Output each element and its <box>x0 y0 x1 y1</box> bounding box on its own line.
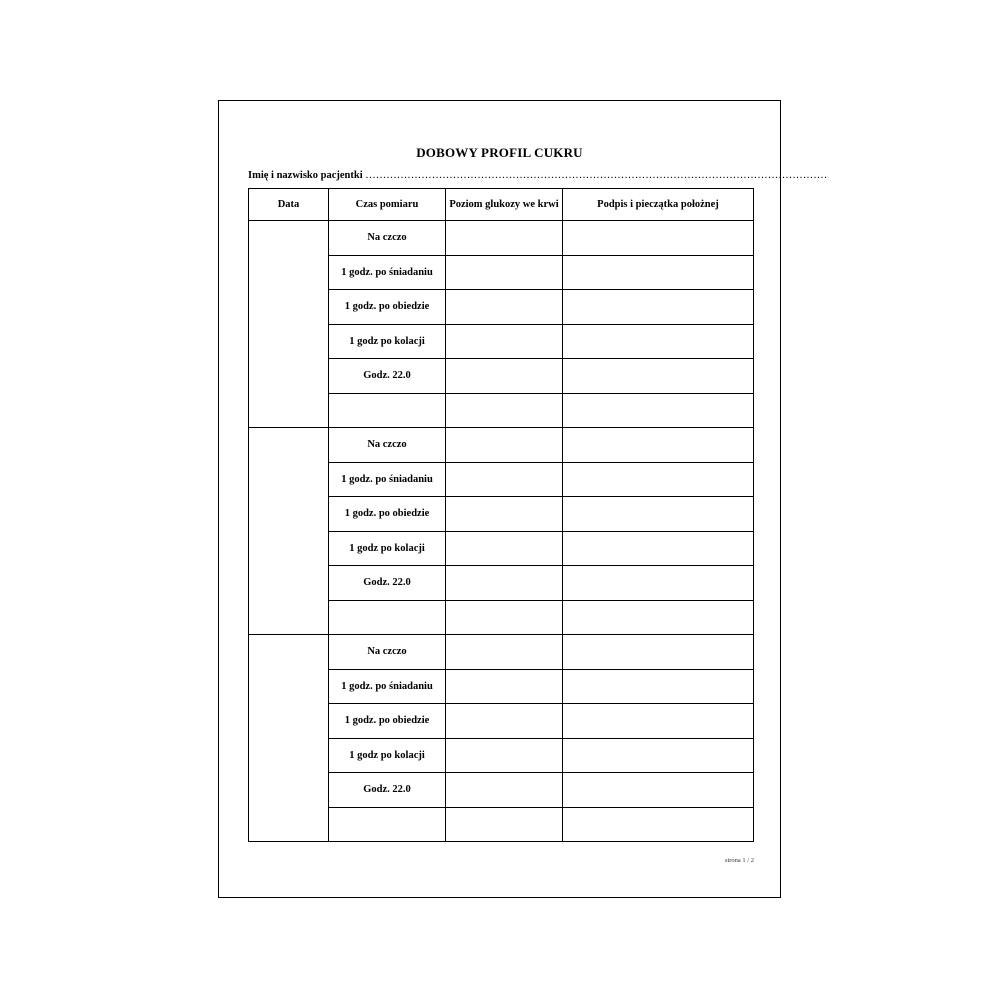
patient-name-line <box>248 170 828 184</box>
table-header-row <box>249 189 754 221</box>
measurement-time-cell: 1 godz. po śniadaniu <box>329 255 446 290</box>
glucose-level-cell[interactable] <box>446 221 563 256</box>
measurement-time-cell: 1 godz. po obiedzie <box>329 497 446 532</box>
signature-cell[interactable] <box>563 393 754 428</box>
glucose-level-cell[interactable] <box>446 807 563 842</box>
measurement-time-cell: 1 godz po kolacji <box>329 324 446 359</box>
column-header-date: Data <box>249 189 329 221</box>
glucose-level-cell[interactable] <box>446 428 563 463</box>
column-header-glucose-level: Poziom glukozy we krwi <box>446 189 563 221</box>
signature-cell[interactable] <box>563 290 754 325</box>
measurement-time-cell: Godz. 22.0 <box>329 773 446 808</box>
glucose-level-cell[interactable] <box>446 290 563 325</box>
glucose-level-cell[interactable] <box>446 324 563 359</box>
page-number: strona 1 / 2 <box>724 857 754 864</box>
signature-cell[interactable] <box>563 221 754 256</box>
patient-name-label: Imię i nazwisko pacjentki <box>248 170 363 181</box>
glucose-level-cell[interactable] <box>446 462 563 497</box>
signature-cell[interactable] <box>563 462 754 497</box>
measurement-time-cell: 1 godz. po obiedzie <box>329 704 446 739</box>
glucose-level-cell[interactable] <box>446 669 563 704</box>
measurement-time-cell: Godz. 22.0 <box>329 566 446 601</box>
measurement-time-cell[interactable] <box>329 807 446 842</box>
column-header-midwife-signature: Podpis i pieczątka położnej <box>563 189 754 221</box>
patient-name-field[interactable]: …………………………………………………………………………………………………………………… <box>365 170 828 181</box>
signature-cell[interactable] <box>563 566 754 601</box>
signature-cell[interactable] <box>563 600 754 635</box>
measurement-time-cell[interactable] <box>329 600 446 635</box>
measurement-time-cell: Na czczo <box>329 428 446 463</box>
signature-cell[interactable] <box>563 531 754 566</box>
glucose-level-cell[interactable] <box>446 704 563 739</box>
table-row <box>249 635 754 670</box>
date-cell[interactable] <box>249 635 329 842</box>
signature-cell[interactable] <box>563 359 754 394</box>
document-page <box>218 100 828 898</box>
signature-cell[interactable] <box>563 428 754 463</box>
measurement-time-cell: 1 godz po kolacji <box>329 738 446 773</box>
signature-cell[interactable] <box>563 497 754 532</box>
glucose-profile-table <box>248 188 754 842</box>
signature-cell[interactable] <box>563 738 754 773</box>
signature-cell[interactable] <box>563 324 754 359</box>
document-title: DOBOWY PROFIL CUKRU <box>416 145 583 160</box>
glucose-level-cell[interactable] <box>446 255 563 290</box>
glucose-level-cell[interactable] <box>446 566 563 601</box>
glucose-level-cell[interactable] <box>446 600 563 635</box>
glucose-level-cell[interactable] <box>446 738 563 773</box>
glucose-level-cell[interactable] <box>446 531 563 566</box>
column-header-measurement-time: Czas pomiaru <box>329 189 446 221</box>
measurement-time-cell: 1 godz. po obiedzie <box>329 290 446 325</box>
glucose-level-cell[interactable] <box>446 497 563 532</box>
signature-cell[interactable] <box>563 807 754 842</box>
glucose-level-cell[interactable] <box>446 359 563 394</box>
table-row <box>249 221 754 256</box>
glucose-level-cell[interactable] <box>446 393 563 428</box>
signature-cell[interactable] <box>563 669 754 704</box>
signature-cell[interactable] <box>563 255 754 290</box>
measurement-time-cell[interactable] <box>329 393 446 428</box>
measurement-time-cell: Godz. 22.0 <box>329 359 446 394</box>
date-cell[interactable] <box>249 221 329 428</box>
table-row <box>249 428 754 463</box>
measurement-time-cell: 1 godz po kolacji <box>329 531 446 566</box>
glucose-level-cell[interactable] <box>446 635 563 670</box>
signature-cell[interactable] <box>563 773 754 808</box>
date-cell[interactable] <box>249 428 329 635</box>
measurement-time-cell: Na czczo <box>329 635 446 670</box>
glucose-level-cell[interactable] <box>446 773 563 808</box>
signature-cell[interactable] <box>563 635 754 670</box>
measurement-time-cell: Na czczo <box>329 221 446 256</box>
measurement-time-cell: 1 godz. po śniadaniu <box>329 462 446 497</box>
signature-cell[interactable] <box>563 704 754 739</box>
measurement-time-cell: 1 godz. po śniadaniu <box>329 669 446 704</box>
